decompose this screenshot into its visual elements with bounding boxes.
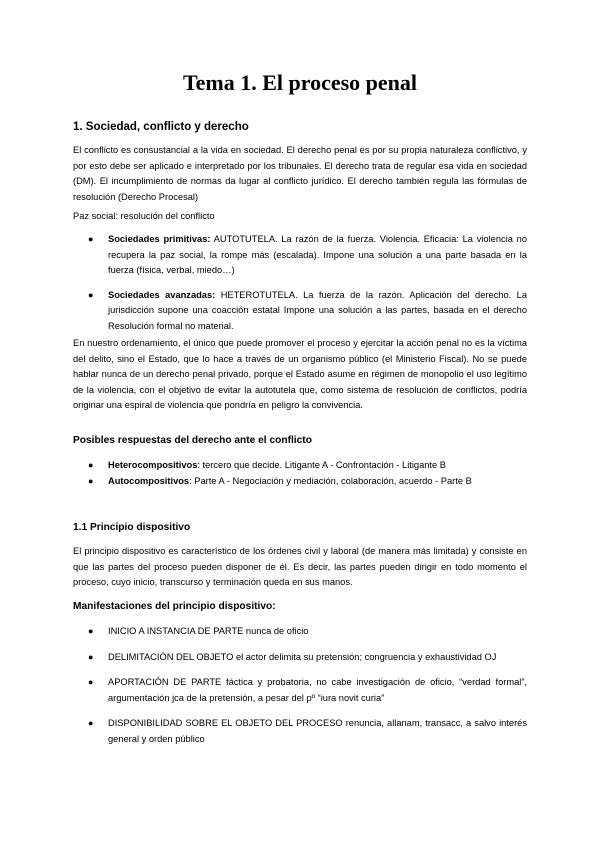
list-item-text: : tercero que decide. Litigante A - Confrontación - Litigante B [197,460,446,470]
list-item-text: HETEROTUTELA. La fuerza de la razón. Aplicación del derecho. La jurisdicción supone una coacción estatal Impone una solución a las partes, basada en el derecho Resolución formal no material. [108,289,527,331]
list-item [88,232,527,279]
list-item-text: DELIMITACIÓN DEL OBJETO el actor delimita su pretensión; congruencia y exhaustividad OJ [108,651,497,662]
list-item [88,474,527,490]
bullet-icon: ● [88,234,94,244]
bullet-icon: ● [88,718,94,729]
bullet-icon: ● [88,289,94,300]
list-item-term: Sociedades avanzadas: [108,289,216,300]
list-item [88,288,527,335]
bullet-icon: ● [88,460,94,470]
section-heading-1-1: 1.1 Principio dispositivo [73,522,191,533]
list-item-text: AUTOTUTELA. La razón de la fuerza. Violencia. Eficacia: La violencia no recupera la paz social, la rompe más (escalada). Impone una solución a una parte basada en la fuerza (física, verbal, miedo…) [108,234,528,276]
paragraph-ordenamiento: En nuestro ordenamiento, el único que puede promover el proceso y ejercitar la acción penal no es la víctima del delito, sino el Estado, que lo hace a través de un organismo público (el Ministerio Fiscal). No se puede hablar nunca de un derecho penal privado, porque el Estado asume en régimen de monopolio el uso legítimo de la violencia, con el objetivo de evitar la autotutela que, como sistema de resolución de conflictos, podría originar una espiral de violencia que pondría en peligro la convivencia. [73,338,527,411]
section-heading-1: 1. Sociedad, conflicto y derecho [73,121,249,133]
paragraph-paz-social: Paz social: resolución del conflicto [73,211,215,221]
list-item [88,716,527,747]
bullet-icon: ● [88,677,94,688]
bullet-icon: ● [88,651,94,662]
bullet-icon: ● [88,475,94,486]
list-item [88,458,527,474]
list-item-term: Sociedades primitivas: [108,234,211,244]
list-item-text: INICIO A INSTANCIA DE PARTE nunca de oficio [108,626,309,636]
subheading-respuestas: Posibles respuestas del derecho ante el conflicto [73,435,312,446]
paragraph-intro: El conflicto es consustancial a la vida en sociedad. El derecho penal es por su propia naturaleza conflictivo, y por esto debe ser aplicado e interpretado por los tribunales. El derecho trata de regular esa vida en sociedad (DM). El incumplimiento de normas da lugar al conflicto jurídico. El derecho también regula las fórmulas de resolución (Derecho Procesal) [73,145,527,202]
list-item [88,650,527,666]
list-respuestas [88,458,527,489]
subheading-manifestaciones: Manifestaciones del principio dispositivo: [73,601,276,612]
list-item-term: Heterocompositivos [108,460,198,470]
list-manifestaciones [88,624,527,748]
list-item-text: : Parte A - Negociación y mediación, colaboración, acuerdo - Parte B [189,475,472,486]
paragraph-principio: El principio dispositivo es característico de los órdenes civil y laboral (de manera más limitada) y consiste en que las partes del proceso pueden disponer de él. Es decir, las partes pueden dirigir en todo momento el proceso, cuyo inicio, transcurso y terminación queda en sus manos. [73,546,527,588]
bullet-icon: ● [88,626,94,636]
list-item [88,675,527,706]
list-item-term: Autocompositivos [108,475,190,486]
page-title: Tema 1. El proceso penal [182,70,418,95]
list-item-text: APORTACIÓN DE PARTE fáctica y probatoria, no cabe investigación de oficio, “verdad formal”, argumentación jca de la pretensión, a pesar del pº “iura novit curia” [108,677,527,703]
list-item-text: DISPONIBILIDAD SOBRE EL OBJETO DEL PROCESO renuncia, allanam, transacc, a salvo interés general y orden público [108,718,527,744]
list-sociedades [88,232,527,335]
list-item [88,624,527,640]
